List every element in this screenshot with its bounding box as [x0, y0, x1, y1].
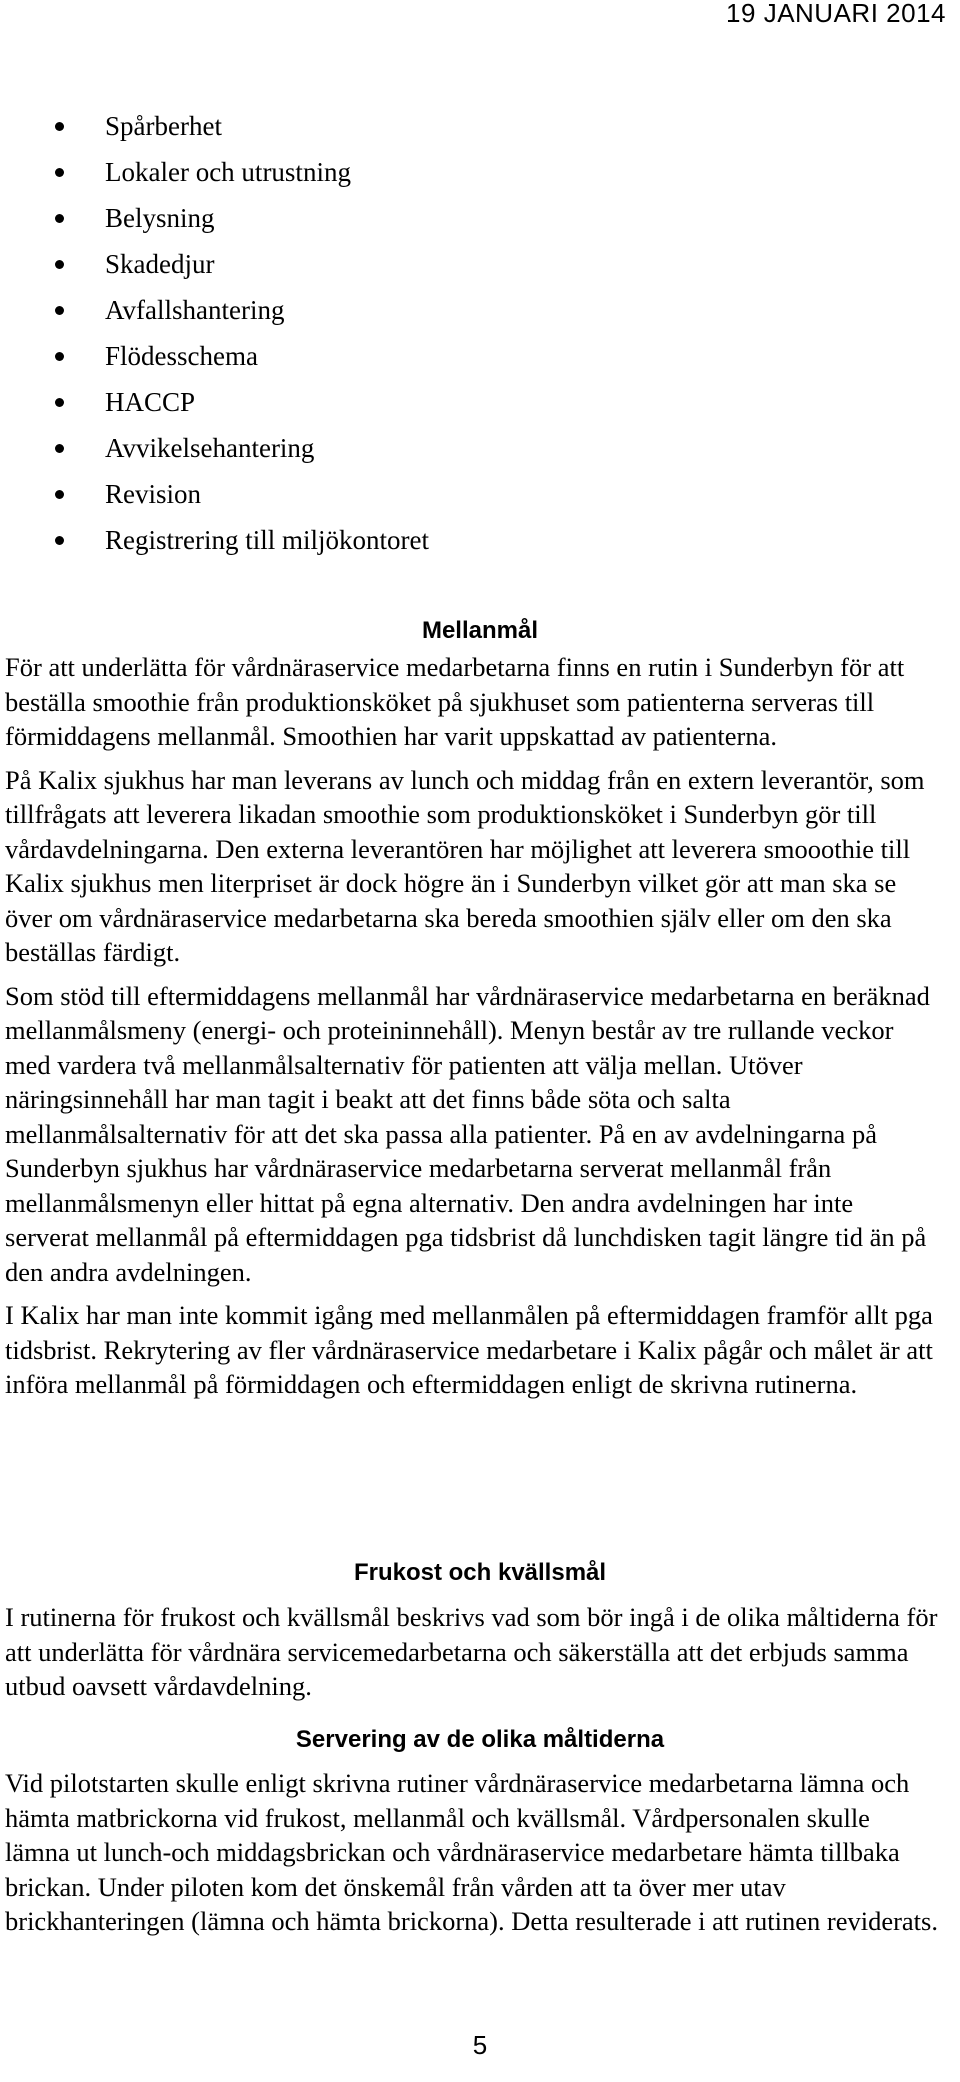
- bullet-icon: [55, 398, 64, 407]
- paragraph: I rutinerna för frukost och kvällsmål beskrivs vad som bör ingå i de olika måltiderna för att underlätta för vårdnära servicemedarbetarna och säkerställa att det erbjuds samma utbud oavsett vårdavdelning.: [5, 1602, 938, 1701]
- bullet-icon: [55, 260, 64, 269]
- bullet-icon: [55, 352, 64, 361]
- heading-frukost: Frukost och kvällsmål: [353, 1559, 607, 1586]
- list-item: [50, 195, 429, 241]
- bullet-icon: [55, 444, 64, 453]
- heading-mellanmal: Mellanmål: [421, 617, 539, 644]
- bullet-icon: [55, 536, 64, 545]
- list-item: [50, 149, 429, 195]
- list-item-text: Avvikelsehantering: [105, 433, 315, 463]
- list-item-text: Belysning: [105, 203, 215, 233]
- bullet-list: [50, 103, 429, 563]
- list-item: [50, 471, 429, 517]
- paragraph: Vid pilotstarten skulle enligt skrivna rutiner vårdnäraservice medarbetarna lämna och hämta matbrickorna vid frukost, mellanmål och kvällsmål. Vårdpersonalen skulle lämna ut lunch-och middagsbrickan och vårdnäraservice medarbetare hämta tillbaka brickan. Under piloten kom det önskemål från vården att ta över mer utav brickhanteringen (lämna och hämta brickorna). Detta resulterade i att rutinen reviderats.: [5, 1768, 938, 1936]
- bullet-icon: [55, 122, 64, 131]
- paragraph: Som stöd till eftermiddagens mellanmål har vårdnäraservice medarbetarna en beräknad mellanmålsmeny (energi- och proteininnehåll). Menyn består av tre rullande veckor med vardera två mellanmålsalternativ för patienten att välja mellan. Utöver näringsinnehåll har man tagit i beakt att det finns både söta och salta mellanmålsalternativ för att det ska passa alla patienter. På en av avdelningarna på Sunderbyn sjukhus har vårdnäraservice medarbetarna serverat mellanmål från mellanmålsmenyn eller hittat på egna alternativ. Den andra avdelningen har inte serverat mellanmål på eftermiddagen pga tidsbrist då lunchdisken tagit längre tid än på den andra avdelningen.: [5, 980, 930, 1287]
- bullet-icon: [55, 168, 64, 177]
- paragraph: I Kalix har man inte kommit igång med mellanmålen på eftermiddagen framför allt pga tidsbrist. Rekrytering av fler vårdnäraservice medarbetare i Kalix pågår och målet är att införa mellanmål på förmiddagen och eftermiddagen enligt de skrivna rutinerna.: [5, 1300, 933, 1399]
- list-item: [50, 241, 429, 287]
- bullet-icon: [55, 214, 64, 223]
- section-mellanmal: [5, 650, 940, 1411]
- list-item-text: Avfallshantering: [105, 295, 285, 325]
- section-servering: [5, 1766, 940, 1948]
- list-item: [50, 379, 429, 425]
- list-item-text: Lokaler och utrustning: [105, 157, 351, 187]
- header-date: 19 JANUARI 2014: [726, 0, 946, 28]
- list-item: [50, 103, 429, 149]
- list-item-text: Revision: [105, 479, 202, 509]
- list-item-text: Skadedjur: [105, 249, 215, 279]
- paragraph: På Kalix sjukhus har man leverans av lunch och middag från en extern leverantör, som tillfrågats att leverera likadan smoothie som produktionsköket i Sunderbyn gör till vårdavdelningarna. Den externa leverantören har möjlighet att leverera smooothie till Kalix sjukhus men literpriset är dock högre än i Sunderbyn vilket gör att man ska se över om vårdnäraservice medarbetarna ska bereda smoothien själv eller om den ska beställas färdigt.: [5, 764, 925, 967]
- list-item: [50, 425, 429, 471]
- section-frukost: [5, 1600, 940, 1713]
- page-number: 5: [472, 2030, 488, 2060]
- bullet-icon: [55, 306, 64, 315]
- heading-servering: Servering av de olika måltiderna: [295, 1726, 665, 1753]
- list-item-text: HACCP: [105, 387, 196, 417]
- list-item: [50, 517, 429, 563]
- list-item-text: Registrering till miljökontoret: [105, 525, 429, 555]
- list-item-text: Flödesschema: [105, 341, 258, 371]
- paragraph: För att underlätta för vårdnäraservice medarbetarna finns en rutin i Sunderbyn för att beställa smoothie från produktionsköket på sjukhuset som patienterna serveras till förmiddagens mellanmål. Smoothien har varit uppskattad av patienterna.: [5, 652, 905, 751]
- list-item: [50, 333, 429, 379]
- list-item: [50, 287, 429, 333]
- bullet-icon: [55, 490, 64, 499]
- list-item-text: Spårberhet: [105, 111, 222, 141]
